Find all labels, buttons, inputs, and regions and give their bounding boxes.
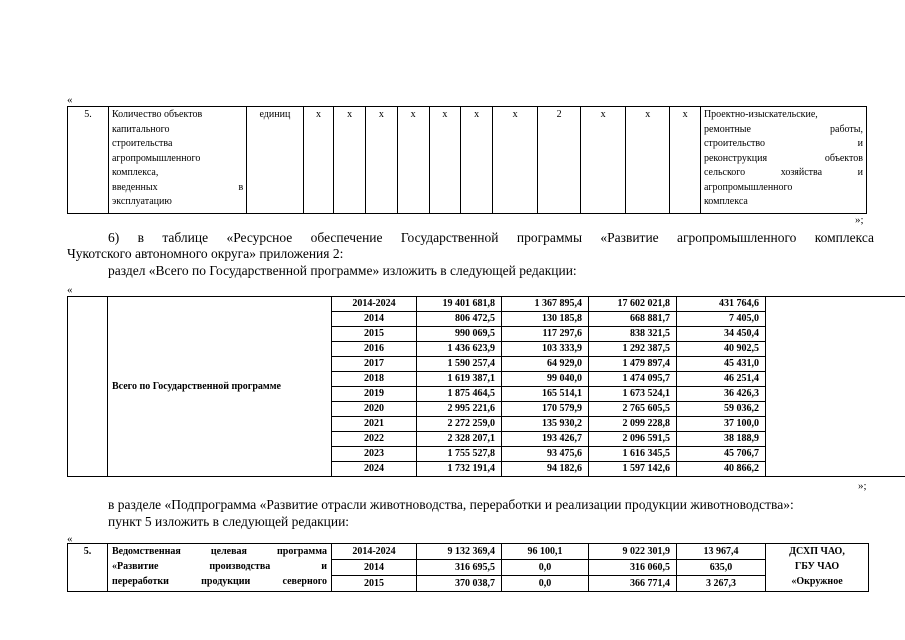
value-cell: 13 967,4	[677, 544, 766, 560]
value-cell: х	[429, 107, 461, 214]
value-cell: 668 881,7	[589, 312, 677, 327]
period-cell: 2016	[332, 342, 417, 357]
value-cell: 316 060,5	[589, 560, 677, 576]
total-label: Всего по Государственной программе	[108, 297, 332, 477]
period-cell: 2022	[332, 432, 417, 447]
value-cell: 431 764,6	[677, 297, 766, 312]
period-cell: 2024	[332, 462, 417, 477]
blank-cell	[869, 544, 905, 592]
value-cell: 94 182,6	[502, 462, 589, 477]
indicator-table	[67, 106, 867, 214]
value-cell: 9 022 301,9	[589, 544, 677, 560]
value-cell: 838 321,5	[589, 327, 677, 342]
total-cell: 1 755 527,8	[417, 447, 502, 462]
value-cell: 135 930,2	[502, 417, 589, 432]
total-cell: 9 132 369,4	[417, 544, 502, 560]
value-cell: 635,0	[677, 560, 766, 576]
value-cell: х	[303, 107, 334, 214]
value-cell: 1 673 524,1	[589, 387, 677, 402]
value-cell: 1 367 895,4	[502, 297, 589, 312]
activity-description: Проектно-изыскательские, ремонтные работы, строительство и реконструкция объектов сельского хозяйства и агропромышленного комплекса	[700, 107, 866, 214]
period-cell: 2021	[332, 417, 417, 432]
period-cell: 2014-2024	[332, 544, 417, 560]
value-cell: 7 405,0	[677, 312, 766, 327]
value-cell: 3 267,3	[677, 576, 766, 592]
value-cell: 165 514,1	[502, 387, 589, 402]
paragraph-6-line1: 6) в таблице «Ресурсное обеспечение Государственной программы «Развитие агропромышленного комплекса	[108, 230, 874, 245]
total-cell: 316 695,5	[417, 560, 502, 576]
empty-number-cell	[68, 297, 108, 477]
value-cell: х	[461, 107, 493, 214]
value-cell: 117 297,6	[502, 327, 589, 342]
paragraph-subprogram: в разделе «Подпрограмма «Развитие отрасли животноводства, переработки и реализации продукции животноводства»:	[108, 497, 794, 512]
value-cell: 38 188,9	[677, 432, 766, 447]
value-cell: х	[493, 107, 538, 214]
total-cell: 1 436 623,9	[417, 342, 502, 357]
value-cell: 1 474 095,7	[589, 372, 677, 387]
total-cell: 1 619 387,1	[417, 372, 502, 387]
resource-total-table	[67, 296, 905, 477]
quote-close-1: »;	[855, 214, 864, 226]
value-cell: х	[334, 107, 366, 214]
quote-open-1: «	[67, 94, 73, 106]
period-cell: 2015	[332, 327, 417, 342]
value-cell: 46 251,4	[677, 372, 766, 387]
value-cell: 37 100,0	[677, 417, 766, 432]
period-cell: 2015	[332, 576, 417, 592]
period-cell: 2014	[332, 312, 417, 327]
total-cell: 19 401 681,8	[417, 297, 502, 312]
unit-cell: единиц	[247, 107, 303, 214]
value-cell: 93 475,6	[502, 447, 589, 462]
value-cell: х	[397, 107, 429, 214]
value-cell: 1 597 142,6	[589, 462, 677, 477]
row-number: 5.	[68, 107, 109, 214]
period-cell: 2023	[332, 447, 417, 462]
executor-cell: ДСХП ЧАО, ГБУ ЧАО «Окружное	[766, 544, 869, 592]
value-cell: 1 479 897,4	[589, 357, 677, 372]
value-cell: 366 771,4	[589, 576, 677, 592]
total-cell: 990 069,5	[417, 327, 502, 342]
row-number: 5.	[68, 544, 108, 592]
empty-executor-cell	[766, 297, 905, 477]
paragraph-point5: пункт 5 изложить в следующей редакции:	[108, 514, 350, 529]
total-cell: 1 875 464,5	[417, 387, 502, 402]
value-cell: 2	[538, 107, 581, 214]
period-cell: 2014	[332, 560, 417, 576]
value-cell: 45 706,7	[677, 447, 766, 462]
paragraph-6-line2: Чукотского автономного округа» приложения 2:	[67, 246, 344, 261]
quote-close-2: »;	[858, 480, 867, 492]
total-cell: 2 328 207,1	[417, 432, 502, 447]
value-cell: 130 185,8	[502, 312, 589, 327]
value-cell: 103 333,9	[502, 342, 589, 357]
subprogram-table	[67, 543, 905, 592]
period-cell: 2014-2024	[332, 297, 417, 312]
value-cell: 2 096 591,5	[589, 432, 677, 447]
value-cell: 1 292 387,5	[589, 342, 677, 357]
value-cell: 59 036,2	[677, 402, 766, 417]
paragraph-section-total: раздел «Всего по Государственной программе» изложить в следующей редакции:	[108, 263, 577, 278]
value-cell: 34 450,4	[677, 327, 766, 342]
value-cell: 17 602 021,8	[589, 297, 677, 312]
indicator-name: Количество объектов капитального строительства агропромышленного комплекса, введенных в эксплуатацию	[108, 107, 246, 214]
value-cell: 96 100,1	[502, 544, 589, 560]
quote-open-3: «	[67, 533, 73, 545]
value-cell: х	[581, 107, 626, 214]
total-cell: 2 272 259,0	[417, 417, 502, 432]
total-cell: 1 590 257,4	[417, 357, 502, 372]
value-cell: 45 431,0	[677, 357, 766, 372]
value-cell: 99 040,0	[502, 372, 589, 387]
quote-open-2: «	[67, 284, 73, 296]
total-cell: 806 472,5	[417, 312, 502, 327]
value-cell: 0,0	[502, 560, 589, 576]
value-cell: 2 099 228,8	[589, 417, 677, 432]
value-cell: 170 579,9	[502, 402, 589, 417]
value-cell: 40 902,5	[677, 342, 766, 357]
value-cell: 1 616 345,5	[589, 447, 677, 462]
value-cell: 64 929,0	[502, 357, 589, 372]
value-cell: 36 426,3	[677, 387, 766, 402]
value-cell: 0,0	[502, 576, 589, 592]
value-cell: 193 426,7	[502, 432, 589, 447]
value-cell: х	[366, 107, 398, 214]
period-cell: 2019	[332, 387, 417, 402]
value-cell: 40 866,2	[677, 462, 766, 477]
value-cell: 2 765 605,5	[589, 402, 677, 417]
total-cell: 370 038,7	[417, 576, 502, 592]
total-cell: 2 995 221,6	[417, 402, 502, 417]
period-cell: 2017	[332, 357, 417, 372]
total-cell: 1 732 191,4	[417, 462, 502, 477]
value-cell: х	[626, 107, 670, 214]
value-cell: х	[670, 107, 701, 214]
period-cell: 2018	[332, 372, 417, 387]
program-name: Ведомственная целевая программа «Развитие производства и переработки продукции северного	[108, 544, 332, 592]
period-cell: 2020	[332, 402, 417, 417]
